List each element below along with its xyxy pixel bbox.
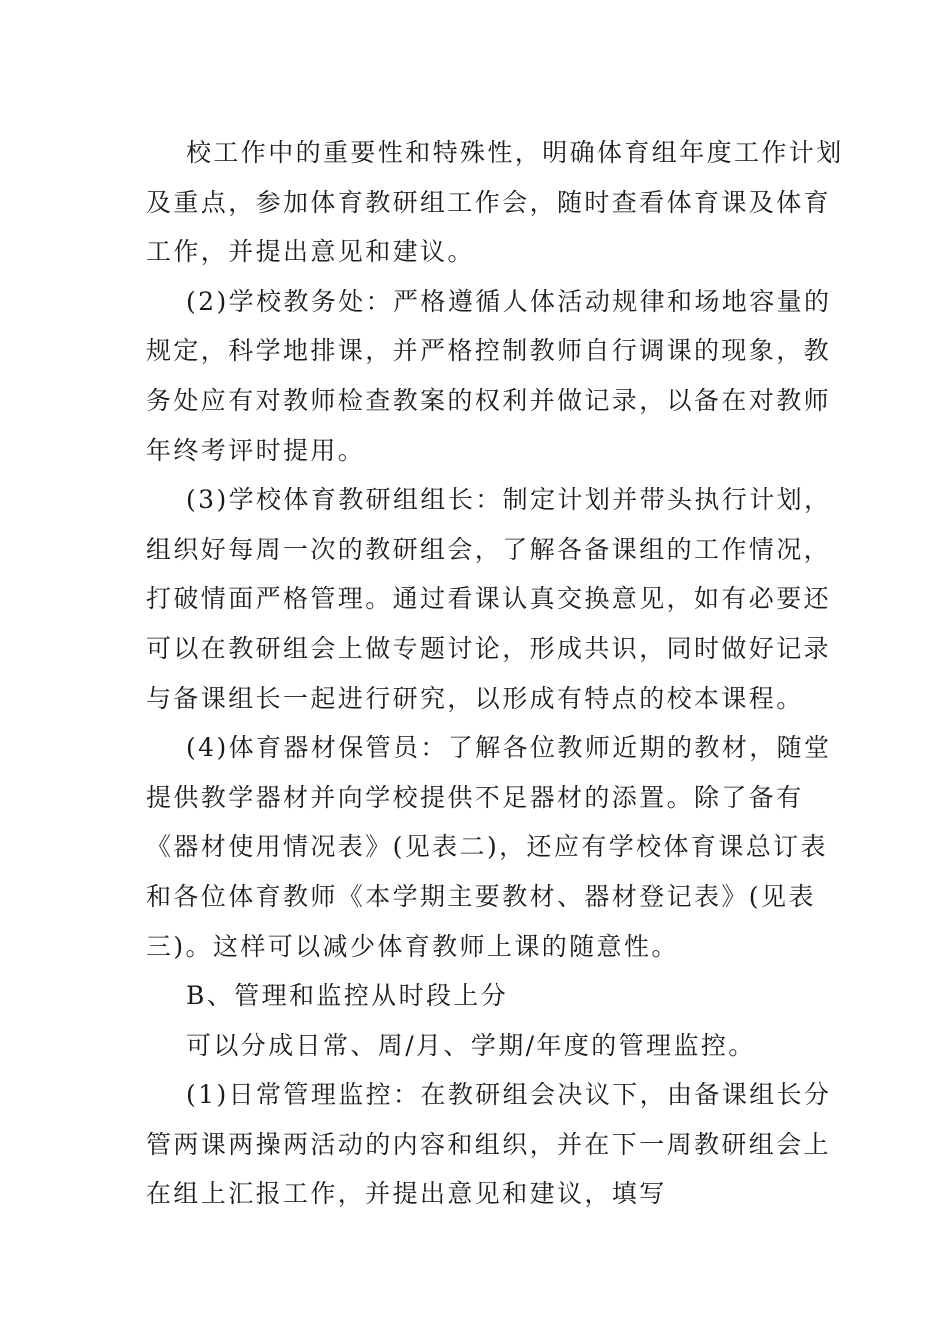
text-line: (4)体育器材保管员：了解各位教师近期的教材，随堂	[186, 733, 832, 763]
text-line: 三)。这样可以减少体育教师上课的随意性。	[146, 931, 679, 961]
text-line: 年终考评时提用。	[146, 435, 366, 465]
text-line: 在组上汇报工作，并提出意见和建议，填写	[146, 1179, 667, 1209]
text-line: 提供教学器材并向学校提供不足器材的添置。除了备有	[146, 782, 804, 812]
text-line: 校工作中的重要性和特殊性，明确体育组年度工作计划	[186, 138, 844, 167]
text-line: 《器材使用情况表》(见表二)，还应有学校体育课总订表	[146, 832, 828, 862]
text-line: 可以在教研组会上做专题讨论，形成共识，同时做好记录	[146, 633, 832, 663]
text-line: (2)学校教务处：严格遵循人体活动规律和场地容量的	[186, 286, 832, 316]
text-line: 规定，科学地排课，并严格控制教师自行调课的现象，教	[146, 336, 832, 366]
text-line: 可以分成日常、周/月、学期/年度的管理监控。	[186, 1030, 756, 1060]
text-line: (3)学校体育教研组组长：制定计划并带头执行计划，	[186, 485, 832, 515]
text-line: (1)日常管理监控：在教研组会决议下，由备课组长分	[186, 1080, 832, 1110]
text-line: 组织好每周一次的教研组会，了解各备课组的工作情况，	[146, 534, 832, 564]
text-line: 管两课两操两活动的内容和组织，并在下一周教研组会上	[146, 1129, 832, 1159]
text-line: 工作，并提出意见和建议。	[146, 237, 475, 267]
document-body	[146, 128, 844, 1219]
text-line: 和各位体育教师《本学期主要教材、器材登记表》(见表	[146, 881, 816, 911]
text-line: 及重点，参加体育教研组工作会，随时查看体育课及体育	[146, 187, 832, 217]
text-line: B、管理和监控从时段上分	[186, 981, 509, 1011]
text-line: 与备课组长一起进行研究，以形成有特点的校本课程。	[146, 683, 804, 713]
text-line: 打破情面严格管理。通过看课认真交换意见，如有必要还	[146, 584, 832, 614]
text-line: 务处应有对教师检查教案的权利并做记录，以备在对教师	[146, 385, 832, 415]
